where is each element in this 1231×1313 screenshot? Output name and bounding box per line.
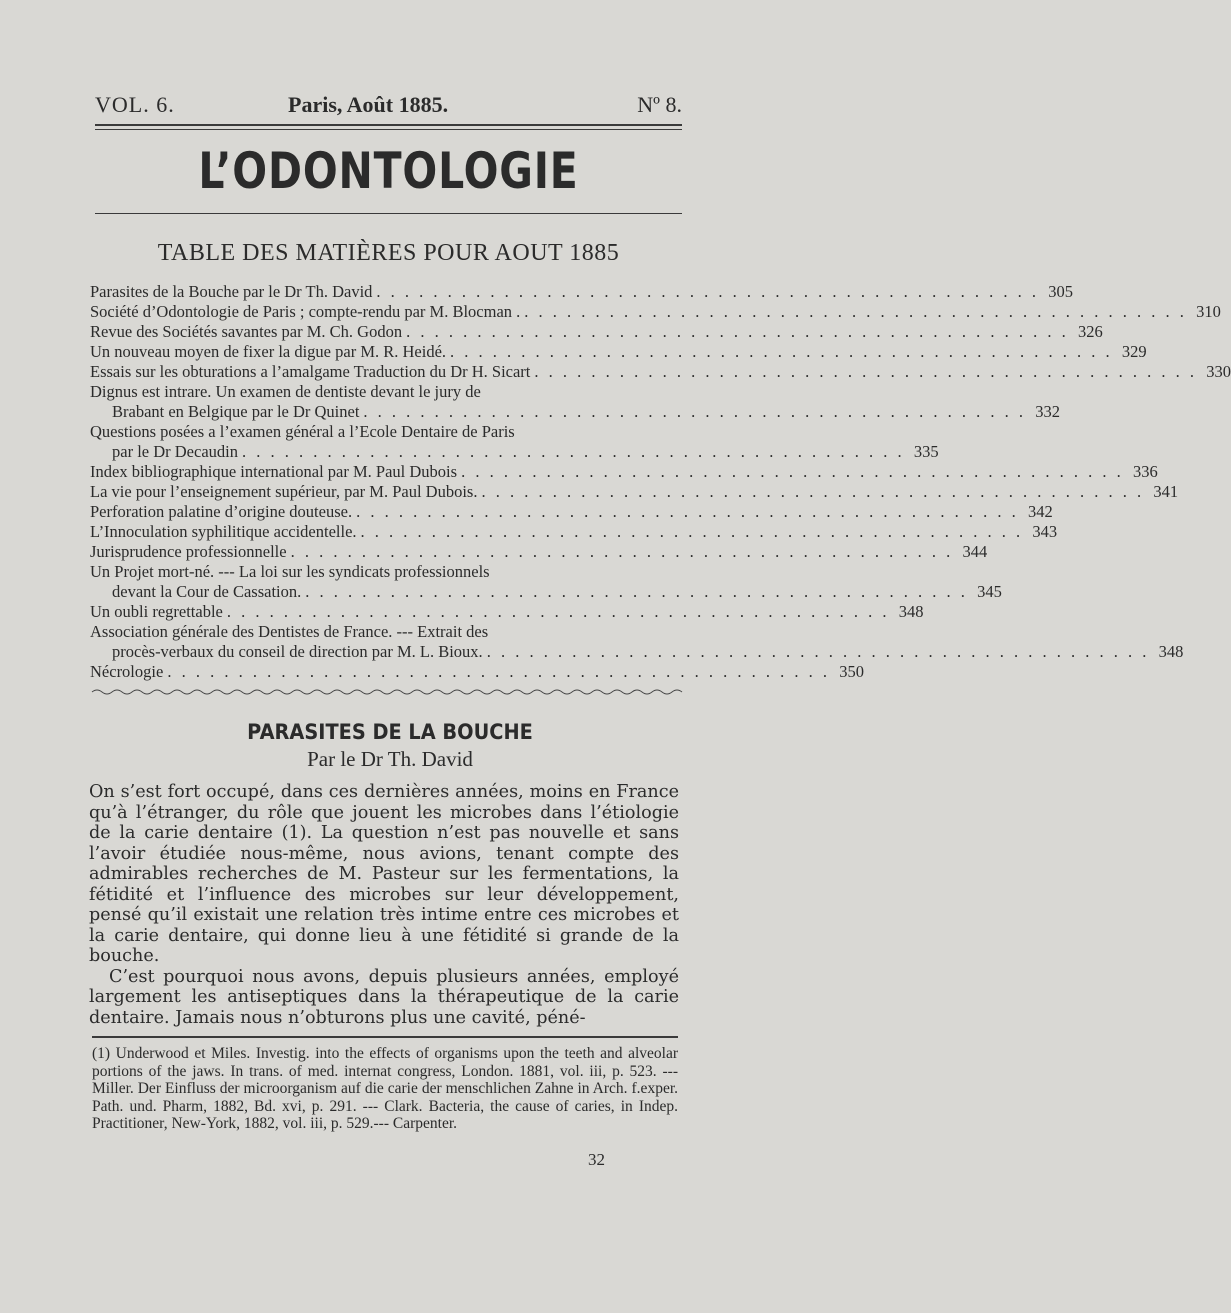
toc-page-number: 330 [1206, 362, 1231, 381]
volume-label: VOL. 6. [95, 92, 175, 117]
toc-leader-dots: . . . . . . . . . . . . . . . . . . . . . . . . . . . . . . . . . . . . . . . . . . . . . . . [481, 482, 1145, 501]
toc-entry-title: Parasites de la Bouche par le Dr Th. David [90, 282, 373, 301]
toc-entry-title: Jurisprudence professionnelle [90, 542, 287, 561]
toc-heading: TABLE DES MATIÈRES POUR AOUT 1885 [157, 240, 620, 266]
toc-page-number: 343 [1032, 522, 1058, 541]
toc-page-number: 341 [1153, 482, 1179, 501]
toc-leader-dots: . . . . . . . . . . . . . . . . . . . . . . . . . . . . . . . . . . . . . . . . . . . . . . . [241, 442, 905, 461]
article-title: PARASITES DE LA BOUCHE [247, 720, 533, 744]
toc-leader-dots: . . . . . . . . . . . . . . . . . . . . . . . . . . . . . . . . . . . . . . . . . . . . . . . [363, 402, 1027, 421]
toc-entry-title: par le Dr Decaudin [112, 442, 238, 461]
toc-leader-dots: . . . . . . . . . . . . . . . . . . . . . . . . . . . . . . . . . . . . . . . . . . . . . . . [406, 322, 1069, 341]
toc-entry-title: Perforation palatine d’origine douteuse. [90, 502, 353, 521]
issue-number: Nº 8. [637, 92, 682, 117]
running-header [95, 92, 682, 122]
table-of-contents [90, 282, 1231, 682]
toc-entry [90, 542, 988, 562]
toc-page-number: 348 [1158, 642, 1184, 661]
article-paragraph: On s’est fort occupé, dans ces dernières années, moins en France qu’à l’étranger, du rôle que jouent les microbes dans l’étiologie de la carie dentaire (1). La question n’est pas nouvelle et sans l’avoir étudiée nous-même, nous avions, tenant compte des admirables recherches de M. Pasteur sur les fermentations, la fétidité et l’influence des microbes sur leur développement, pensé qu’il existait une relation très intime entre ces microbes et la carie dentaire, qui donne lieu à une fétidité si grande de la bouche. [89, 782, 679, 966]
toc-leader-dots: . . . . . . . . . . . . . . . . . . . . . . . . . . . . . . . . . . . . . . . . . . . . . . . [534, 362, 1198, 381]
article-paragraph: C’est pourquoi nous avons, depuis plusieurs années, employé largement les antiseptiques dans la thérapeutique de la carie dentaire. Jamais nous n’obturons plus une cavité, péné- [89, 966, 679, 1028]
toc-entry [90, 422, 939, 462]
toc-entry [90, 622, 1184, 662]
toc-entry [90, 482, 1179, 502]
toc-leader-dots: . . . . . . . . . . . . . . . . . . . . . . . . . . . . . . . . . . . . . . . . . . . . . . . [290, 542, 954, 561]
section-divider [92, 688, 682, 696]
toc-leader-dots: . . . . . . . . . . . . . . . . . . . . . . . . . . . . . . . . . . . . . . . . . . . . . . . [524, 302, 1187, 321]
toc-page-number: 335 [913, 442, 939, 461]
toc-entry-title: Index bibliographique international par M. Paul Dubois [90, 462, 458, 481]
toc-leader-dots: . . . . . . . . . . . . . . . . . . . . . . . . . . . . . . . . . . . . . . . . . . . . . . . [360, 522, 1024, 541]
toc-entry [90, 322, 1103, 342]
toc-page-number: 326 [1077, 322, 1103, 341]
toc-entry-title: L’Innoculation syphilitique accidentelle. [90, 522, 357, 541]
toc-leader-dots: . . . . . . . . . . . . . . . . . . . . . . . . . . . . . . . . . . . . . . . . . . . . . . . [376, 282, 1040, 301]
toc-entry-title: Association générale des Dentistes de France. --- Extrait des [90, 622, 489, 641]
article-body [89, 782, 679, 1028]
toc-leader-dots: . . . . . . . . . . . . . . . . . . . . . . . . . . . . . . . . . . . . . . . . . . . . . . . [226, 602, 890, 621]
toc-entry-title: Essais sur les obturations a l’amalgame Traduction du Dr H. Sicart [90, 362, 531, 381]
toc-leader-dots: . . . . . . . . . . . . . . . . . . . . . . . . . . . . . . . . . . . . . . . . . . . . . . . [461, 462, 1124, 481]
toc-entry [90, 382, 1061, 422]
toc-entry-title: Nécrologie [90, 662, 164, 681]
issue-date: Paris, Août 1885. [288, 92, 449, 117]
toc-entry-title: Un oubli regrettable [90, 602, 223, 621]
toc-entry-title: La vie pour l’enseignement supérieur, par M. Paul Dubois. [90, 482, 478, 501]
footnote: (1) Underwood et Miles. Investig. into the effects of organisms upon the teeth and alveolar portions of the jaws. In trans. of med. internat congress, London. 1881, vol. iii, p. 523. --- Miller. Der Einfluss der microorganism auf die carie der menschlichen Zahne in Arch. f.exper. Path. und. Pharm, 1882, Bd. xvi, p. 291. --- Clark. Bacteria, the cause of caries, in Indep. Practitioner, New-York, 1882, vol. iii, p. 529.--- Carpenter. [92, 1045, 678, 1132]
toc-page-number: 345 [977, 582, 1002, 601]
toc-entry-title: Un Projet mort-né. --- La loi sur les syndicats professionnels [90, 562, 490, 581]
toc-leader-dots: . . . . . . . . . . . . . . . . . . . . . . . . . . . . . . . . . . . . . . . . . . . . . . . [356, 502, 1019, 521]
toc-entry [90, 522, 1058, 542]
toc-entry-title: Un nouveau moyen de fixer la digue par M. R. Heidé. [90, 342, 447, 361]
journal-title: L’ODONTOLOGIE [198, 142, 579, 200]
toc-leader-dots: . . . . . . . . . . . . . . . . . . . . . . . . . . . . . . . . . . . . . . . . . . . . . . . [450, 342, 1113, 361]
toc-entry [90, 602, 924, 622]
toc-entry-title: Brabant en Belgique par le Dr Quinet [112, 402, 360, 421]
toc-page-number: 332 [1035, 402, 1061, 421]
toc-entry [90, 282, 1074, 302]
article-byline: Par le Dr Th. David [307, 747, 473, 771]
toc-entry [90, 502, 1053, 522]
toc-entry-title: Dignus est intrare. Un examen de dentiste devant le jury de [90, 382, 481, 401]
toc-entry [90, 662, 864, 682]
header-rule-bottom [95, 129, 682, 130]
page-number: 32 [588, 1150, 605, 1169]
toc-leader-dots: . . . . . . . . . . . . . . . . . . . . . . . . . . . . . . . . . . . . . . . . . . . . . . . [305, 582, 968, 601]
toc-leader-dots: . . . . . . . . . . . . . . . . . . . . . . . . . . . . . . . . . . . . . . . . . . . . . . . [486, 642, 1150, 661]
toc-entry [90, 562, 1002, 602]
toc-entry [90, 462, 1158, 482]
footnote-rule [92, 1036, 678, 1038]
toc-entry-title: Société d’Odontologie de Paris ; compte-rendu par M. Blocman . [90, 302, 521, 321]
toc-entry-title: procès-verbaux du conseil de direction par M. L. Bioux. [112, 642, 483, 661]
toc-page-number: 344 [962, 542, 988, 561]
title-rule [95, 213, 682, 214]
toc-page-number: 348 [898, 602, 924, 621]
toc-entry [90, 362, 1231, 382]
header-rule-top [95, 124, 682, 126]
toc-page-number: 350 [839, 662, 864, 681]
toc-page-number: 305 [1048, 282, 1074, 301]
toc-leader-dots: . . . . . . . . . . . . . . . . . . . . . . . . . . . . . . . . . . . . . . . . . . . . . . . [167, 662, 830, 681]
toc-entry [90, 342, 1147, 362]
toc-page-number: 329 [1121, 342, 1147, 361]
toc-page-number: 342 [1027, 502, 1053, 521]
toc-entry-title: devant la Cour de Cassation. [112, 582, 302, 601]
toc-page-number: 310 [1196, 302, 1221, 321]
toc-entry-title: Revue des Sociétés savantes par M. Ch. Godon [90, 322, 403, 341]
toc-page-number: 336 [1132, 462, 1158, 481]
toc-entry-title: Questions posées a l’examen général a l’Ecole Dentaire de Paris [90, 422, 515, 441]
toc-entry [90, 302, 1221, 322]
